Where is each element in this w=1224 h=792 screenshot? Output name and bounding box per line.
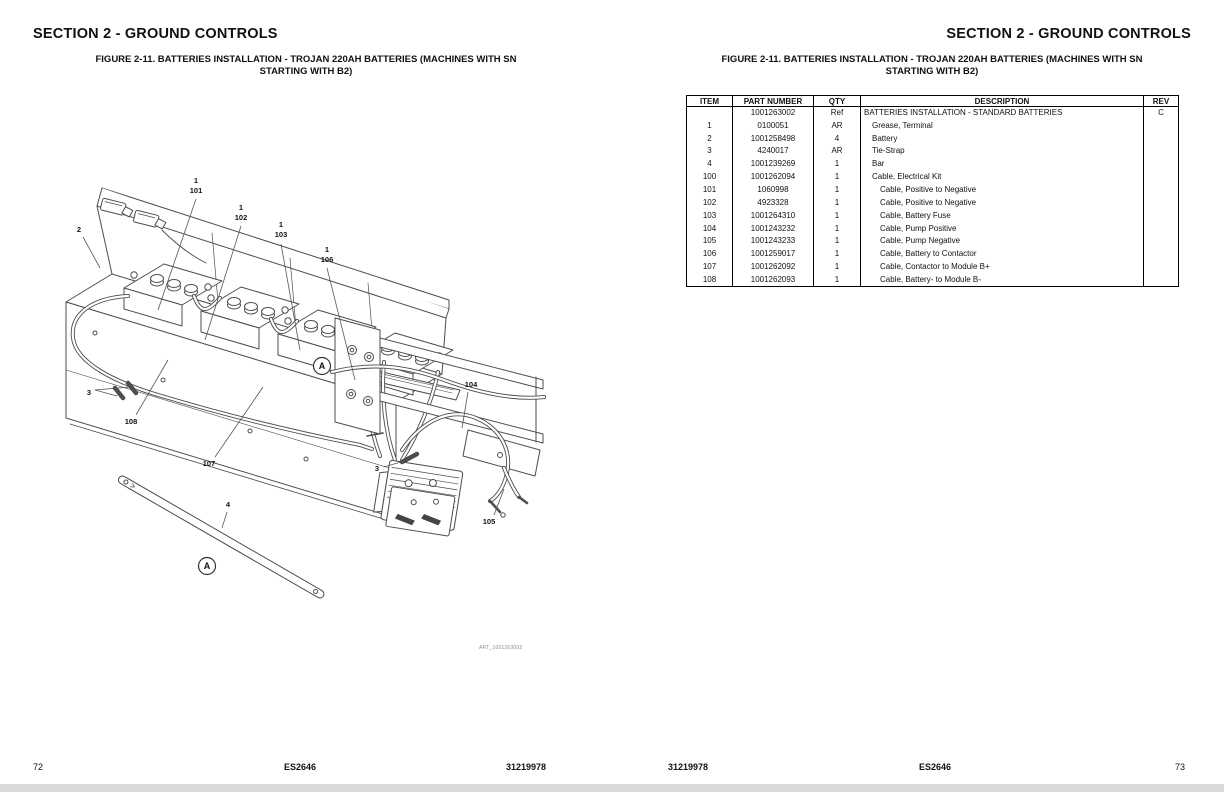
page-number-left: 72: [33, 762, 44, 772]
cell-rev: [1144, 196, 1179, 209]
cell-rev: [1144, 119, 1179, 132]
cell-desc: Cable, Battery to Contactor: [861, 248, 1144, 261]
cell-item: 4: [687, 158, 733, 171]
cell-desc: Grease, Terminal: [861, 119, 1144, 132]
cell-item: 108: [687, 273, 733, 286]
cell-pn: 4240017: [733, 145, 814, 158]
cell-rev: [1144, 209, 1179, 222]
right-page: [612, 0, 1224, 792]
cell-item: 107: [687, 261, 733, 274]
callout-label: 1: [238, 203, 244, 212]
callout-label: 106: [320, 255, 334, 264]
callout-label: 3: [374, 464, 380, 473]
cell-desc: Cable, Contactor to Module B+: [861, 261, 1144, 274]
cell-rev: [1144, 145, 1179, 158]
cell-item: 2: [687, 132, 733, 145]
callout-label: 1: [278, 220, 284, 229]
cell-pn: 1001262093: [733, 273, 814, 286]
table-row: [687, 119, 1179, 132]
cell-pn: 1001259017: [733, 248, 814, 261]
doc-code-right: ES2646: [918, 762, 952, 772]
cell-qty: 1: [814, 273, 861, 286]
cell-desc: Cable, Pump Positive: [861, 222, 1144, 235]
figure-title-right: [686, 54, 1178, 77]
table-row: [687, 196, 1179, 209]
cell-desc: Cable, Positive to Negative: [861, 196, 1144, 209]
parts-table: [686, 95, 1179, 287]
cell-desc: Cable, Positive to Negative: [861, 184, 1144, 197]
scan-edge-strip: [0, 784, 1224, 792]
cell-rev: [1144, 184, 1179, 197]
cell-item: 101: [687, 184, 733, 197]
cell-item: 3: [687, 145, 733, 158]
cell-rev: [1144, 261, 1179, 274]
cell-qty: 1: [814, 248, 861, 261]
section-header-left: SECTION 2 - GROUND CONTROLS: [33, 26, 278, 42]
cell-qty: 1: [814, 184, 861, 197]
callout-leader-line: [83, 237, 100, 268]
art-reference: ART_1001263002: [479, 645, 523, 651]
table-row: [687, 222, 1179, 235]
table-row: [687, 273, 1179, 286]
cell-rev: [1144, 222, 1179, 235]
callout-label: 107: [202, 459, 216, 468]
cell-item: 104: [687, 222, 733, 235]
cell-pn: 1060998: [733, 184, 814, 197]
section-header-right: SECTION 2 - GROUND CONTROLS: [946, 26, 1191, 42]
cell-qty: Ref: [814, 107, 861, 120]
callout-label: 108: [124, 417, 138, 426]
cell-desc: Battery: [861, 132, 1144, 145]
table-row: [687, 107, 1179, 120]
cell-pn: 1001263002: [733, 107, 814, 120]
col-header-qty: QTY: [814, 96, 861, 107]
cell-item: [687, 107, 733, 120]
callout-label: 104: [464, 380, 478, 389]
cell-pn: 1001262092: [733, 261, 814, 274]
cell-desc: Cable, Electrical Kit: [861, 171, 1144, 184]
callout-label: 4: [225, 500, 231, 509]
callout-label: 3: [86, 388, 92, 397]
cell-pn: 4923328: [733, 196, 814, 209]
cell-qty: AR: [814, 145, 861, 158]
cell-item: 106: [687, 248, 733, 261]
cell-pn: 1001239269: [733, 158, 814, 171]
cell-qty: 4: [814, 132, 861, 145]
page-number-right: 73: [1174, 762, 1186, 772]
cell-rev: [1144, 235, 1179, 248]
doc-code-left: ES2646: [283, 762, 317, 772]
cell-rev: [1144, 171, 1179, 184]
table-row: [687, 158, 1179, 171]
cell-rev: [1144, 132, 1179, 145]
cell-pn: 1001258498: [733, 132, 814, 145]
cell-rev: C: [1144, 107, 1179, 120]
table-row: [687, 171, 1179, 184]
detail-marker: [199, 558, 216, 575]
cell-item: 105: [687, 235, 733, 248]
cell-pn: 1001262094: [733, 171, 814, 184]
col-header-rev: REV: [1144, 96, 1179, 107]
cell-desc: Tie-Strap: [861, 145, 1144, 158]
cell-qty: 1: [814, 158, 861, 171]
cell-desc: Cable, Pump Negative: [861, 235, 1144, 248]
figure-title-line2: STARTING WITH B2): [885, 65, 979, 77]
figure-title-line1: FIGURE 2-11. BATTERIES INSTALLATION - TROJAN 220AH BATTERIES (MACHINES WITH SN: [721, 54, 1143, 65]
col-header-item: ITEM: [687, 96, 733, 107]
callout-leader-line: [222, 512, 227, 528]
callout-label: 1: [324, 245, 330, 254]
table-row: [687, 145, 1179, 158]
figure-title-line1: FIGURE 2-11. BATTERIES INSTALLATION - TROJAN 220AH BATTERIES (MACHINES WITH SN: [95, 54, 517, 65]
callout-label: 2: [76, 225, 82, 234]
svg-text:A: A: [318, 361, 326, 372]
table-row: [687, 248, 1179, 261]
table-row: [687, 261, 1179, 274]
svg-text:A: A: [203, 561, 211, 572]
cell-pn: 1001243232: [733, 222, 814, 235]
cell-rev: [1144, 248, 1179, 261]
figure-title-line2: STARTING WITH B2): [259, 65, 353, 77]
cell-rev: [1144, 273, 1179, 286]
cell-desc: Cable, Battery Fuse: [861, 209, 1144, 222]
callout-label: 103: [274, 230, 288, 239]
table-row: [687, 235, 1179, 248]
parts-table-body: [687, 107, 1179, 287]
callout-label: 105: [482, 517, 496, 526]
table-row: [687, 184, 1179, 197]
cell-pn: 1001264310: [733, 209, 814, 222]
callout-label: 101: [189, 186, 203, 195]
parts-table-header: [687, 96, 1179, 107]
cell-pn: 1001243233: [733, 235, 814, 248]
cell-pn: 0100051: [733, 119, 814, 132]
cell-qty: AR: [814, 119, 861, 132]
callout-label: 1: [193, 176, 199, 185]
cell-qty: 1: [814, 209, 861, 222]
cell-item: 103: [687, 209, 733, 222]
part-ref-left: 31219978: [505, 762, 547, 772]
cell-qty: 1: [814, 261, 861, 274]
part-ref-right: 31219978: [667, 762, 709, 772]
cell-item: 1: [687, 119, 733, 132]
cell-qty: 1: [814, 235, 861, 248]
cell-item: 100: [687, 171, 733, 184]
cell-qty: 1: [814, 196, 861, 209]
col-header-part-number: PART NUMBER: [733, 96, 814, 107]
col-header-description: DESCRIPTION: [861, 96, 1144, 107]
cell-qty: 1: [814, 171, 861, 184]
cell-item: 102: [687, 196, 733, 209]
detail-marker: [314, 358, 331, 375]
table-row: [687, 132, 1179, 145]
cell-desc: Cable, Battery- to Module B-: [861, 273, 1144, 286]
cell-desc: Bar: [861, 158, 1144, 171]
callout-label: 102: [234, 213, 248, 222]
cell-rev: [1144, 158, 1179, 171]
table-row: [687, 209, 1179, 222]
cell-qty: 1: [814, 222, 861, 235]
cell-desc: BATTERIES INSTALLATION - STANDARD BATTERIES: [861, 107, 1144, 120]
